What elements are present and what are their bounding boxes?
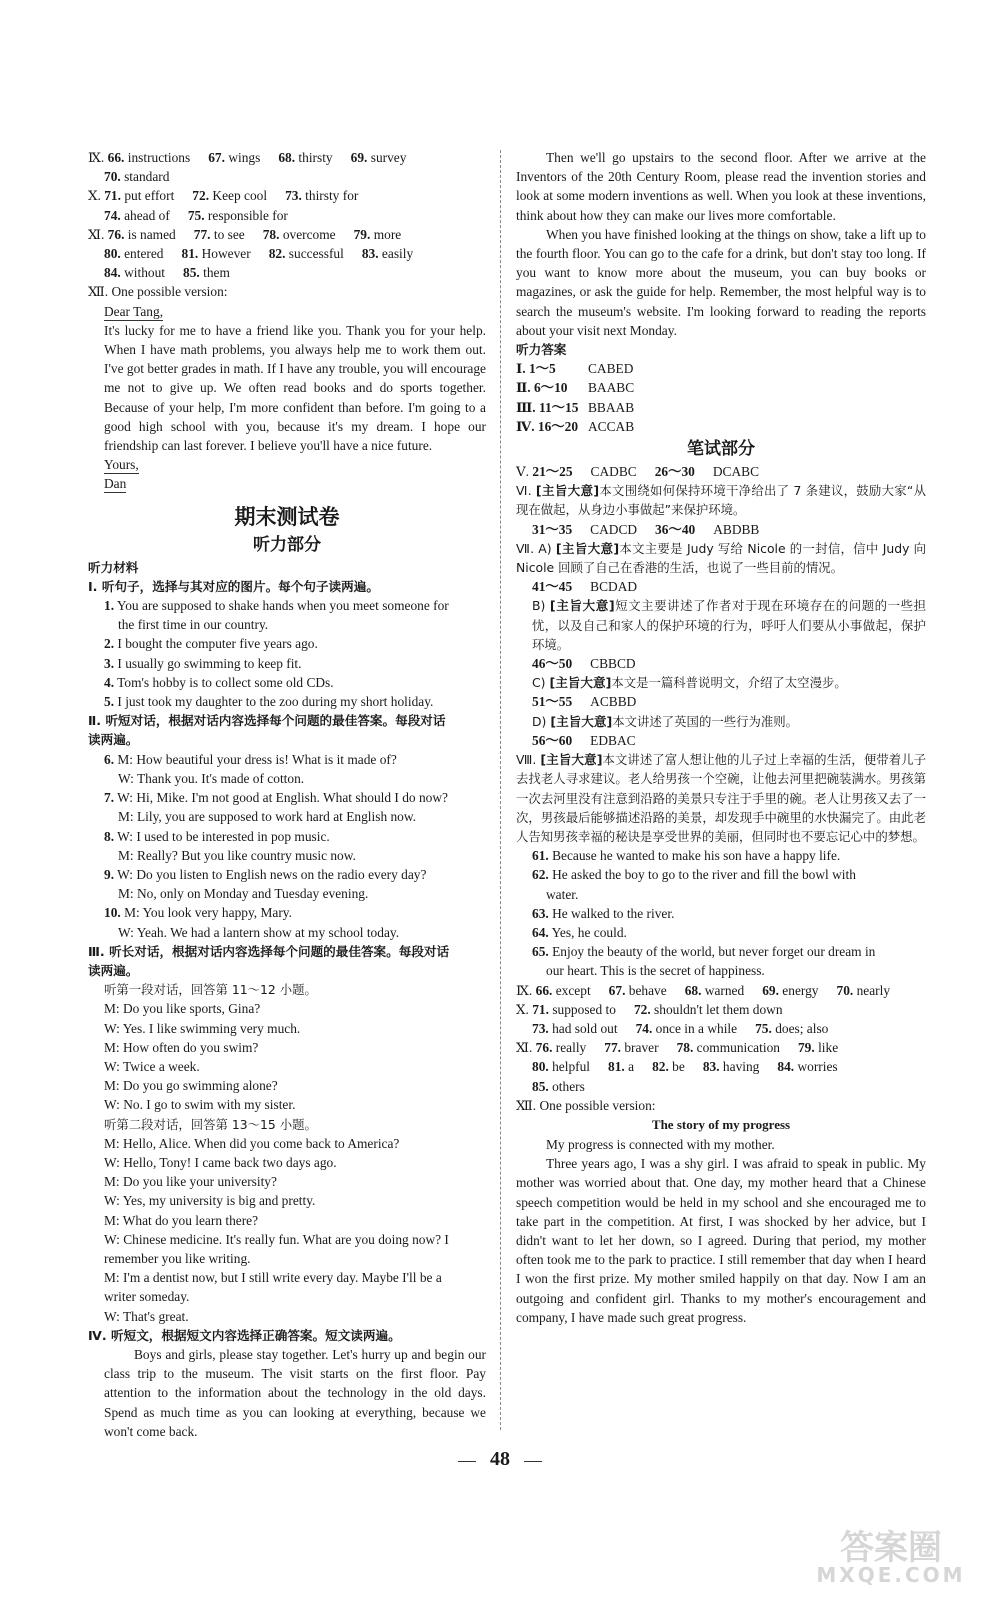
dialogue-line: M: Do you go swimming alone?: [104, 1078, 278, 1094]
viii-item-text: Enjoy the beauty of the world, but never forget our dream in: [548, 944, 876, 960]
q1-item-text: I usually go swimming to keep fit.: [114, 655, 302, 671]
q1-item-number: 5.: [104, 694, 115, 710]
answer-line-v: Ⅴ. 21～25 CADBC 26～30 DCABC: [516, 464, 759, 480]
answer-line-ix-2: 70. standard: [104, 169, 170, 185]
q2-item-text: W: I used to be interested in pop music.: [114, 828, 330, 844]
q2-item-line: [88, 769, 486, 788]
answer-range: Ⅲ. 11～15: [516, 399, 579, 415]
q2-item-text: W: Thank you. It's made of cotton.: [118, 770, 305, 786]
summary-vii-b: B) [主旨大意]短文主要讲述了作者对于现在环境存在的问题的一些担忧，以及自己和家人的保护环境的行为，呼吁人们要从小事做起，保护环境。: [532, 598, 926, 652]
viii-item-text: water.: [546, 886, 579, 902]
viii-item-line: [516, 885, 926, 904]
viii-item-text: Yes, he could.: [548, 924, 627, 940]
answer-line-xi-right-3: 85. others: [532, 1078, 585, 1094]
question-1-heading: Ⅰ. 听句子，选择与其对应的图片。每个句子读两遍。: [88, 578, 379, 594]
q1-item-line: [88, 654, 486, 673]
q2-item-line: [88, 865, 486, 884]
answer-line-xii: Ⅻ. One possible version:: [88, 284, 228, 300]
exam-title: 期末测试卷: [234, 504, 340, 529]
column-divider: [500, 150, 501, 1430]
viii-item-line: [516, 923, 926, 942]
question-2-heading: Ⅱ. 听短对话，根据对话内容选择每个问题的最佳答案。每段对话: [88, 713, 446, 729]
answers-viii: [516, 846, 926, 980]
listening-answer-row: [516, 378, 926, 397]
answer-line-vii-a: 41～45 BCDAD: [532, 579, 638, 595]
dialogue-line: W: That's great.: [104, 1308, 189, 1324]
q2-item-number: 10.: [104, 905, 121, 921]
listening-answer-row: [516, 417, 926, 436]
q2-item-line: [88, 923, 486, 942]
q2-item-text: W: Hi, Mike. I'm not good at English. What should I do now?: [114, 790, 448, 806]
answer-line-vi: 31～35 CADCD 36～40 ABDBB: [532, 521, 760, 537]
question-4-heading: Ⅳ. 听短文，根据短文内容选择正确答案。短文读两遍。: [88, 1327, 401, 1343]
answer-line-vii-b: 46～50 CBBCD: [532, 656, 636, 672]
passage-paragraph-3: When you have finished looking at the things on show, take a lift up to the fourth floor. You can go to the cafe for a drink, but don't stay too long. If you want to know more about the museum, you can buy books or magazines, or ask the guide for help. Remember, the most helpful way is to search the museum's website. I'm looking forward to reading the reports about your visit next Monday.: [516, 226, 926, 338]
q2-item-text: W: Yeah. We had a lantern show at my school today.: [118, 924, 400, 940]
q1-item-text: You are supposed to shake hands when you meet someone for: [114, 598, 449, 614]
dialogue-line: remember you like writing.: [104, 1250, 251, 1266]
answer-letters: CABED: [588, 361, 634, 377]
answer-line-xi-3: 84. without 85. them: [104, 265, 230, 281]
viii-item-line: [516, 865, 926, 884]
dialogue-line: W: Twice a week.: [104, 1058, 200, 1074]
viii-item-number: 62.: [532, 867, 549, 883]
viii-item-line: [516, 961, 926, 980]
dialogue-line: W: Yes, my university is big and pretty.: [104, 1193, 316, 1209]
q1-item-text: I bought the computer five years ago.: [114, 636, 318, 652]
q1-item-line: [88, 634, 486, 653]
answer-line-vii-d: 56～60 EDBAC: [532, 732, 636, 748]
viii-item-line: [516, 942, 926, 961]
q1-item-text: I just took my daughter to the zoo during my short holiday.: [114, 694, 434, 710]
dialogue-line: M: Do you like sports, Gina?: [104, 1001, 261, 1017]
question-4-passage: Boys and girls, please stay together. Let's hurry up and begin our class trip to the museum. The visit starts on the first floor. Pay attention to the information about the technology in the old days. Spend as much time as you can looking at everything, because we won't come back.: [104, 1346, 486, 1439]
summary-vii-a: Ⅶ. A) [主旨大意]本文主要是 Judy 写给 Nicole 的一封信，信中 Judy 向 Nicole 回顾了自己在香港的生活，也说了一些目前的情况。: [516, 540, 927, 576]
answer-line-x-right: Ⅹ. 71. supposed to 72. shouldn't let them down: [516, 1001, 783, 1017]
answer-letters: ACCAB: [588, 418, 635, 434]
viii-item-number: 61.: [532, 848, 549, 864]
essay-paragraph-2: Three years ago, I was a shy girl. I was afraid to speak in public. My mother was worried about that. One day, my mother heard that a Chinese speech competition would be held in my school and she encouraged me to take part in the competition. At first, I was shocked by her advice, but I didn't want to let her down, so I agreed. During that period, my mother often took me to the park to practice. I still remember that day when I heard I won the first prize. My mother smiled happily on that day. Now I am an outgoing and confident girl. Thanks to my mother's encouragement and company, I have made such great progress.: [516, 1156, 926, 1325]
answer-line-ix-right: Ⅸ. 66. except 67. behave 68. warned 69. energy 70. nearly: [516, 982, 891, 998]
letter-closing: Yours,: [104, 457, 139, 473]
passage-paragraph-2: Then we'll go upstairs to the second floor. After we arrive at the Inventors of the 20th Century Room, please read the invention stories and look at some modern inventions as well. When you look at these inventions, think about how they can make our lives more comfortable.: [516, 150, 926, 223]
right-column: [516, 148, 926, 1327]
essay-paragraph-1: My progress is connected with my mother.: [546, 1136, 775, 1152]
q2-item-number: 6.: [104, 751, 115, 767]
q1-item-line: [88, 692, 486, 711]
dialogue-line: writer someday.: [104, 1289, 190, 1305]
dialogue-line: M: What do you learn there?: [104, 1212, 259, 1228]
dialogue-line: M: I'm a dentist now, but I still write every day. Maybe I'll be a: [104, 1270, 442, 1286]
q2-item-line: [88, 827, 486, 846]
dialogue-line: 听第二段对话，回答第 13～15 小题。: [104, 1116, 317, 1132]
dialogue-line: M: Hello, Alice. When did you come back to America?: [104, 1135, 400, 1151]
answer-line-xi-right-2: 80. helpful 81. a 82. be 83. having 84. worries: [532, 1059, 838, 1075]
viii-item-line: [516, 846, 926, 865]
letter-signature: Dan: [104, 476, 127, 492]
q2-item-number: 7.: [104, 790, 115, 806]
watermark-logo: 答案圈 MXQE.COM: [816, 1528, 966, 1587]
q1-item-number: 4.: [104, 674, 115, 690]
essay-title: The story of my progress: [651, 1116, 791, 1132]
q2-item-number: 9.: [104, 866, 115, 882]
written-section-title: 笔试部分: [687, 439, 755, 460]
q2-item-line: [88, 807, 486, 826]
dialogue-line: W: No. I go to swim with my sister.: [104, 1097, 296, 1113]
q2-item-line: [88, 846, 486, 865]
page-number: 48: [462, 1448, 538, 1471]
dialogue-line: W: Yes. I like swimming very much.: [104, 1020, 301, 1036]
q1-item-number: 3.: [104, 655, 115, 671]
answer-line-xi: Ⅺ. 76. is named 77. to see 78. overcome 79. more: [88, 226, 402, 242]
answer-line-x-2: 74. ahead of 75. responsible for: [104, 207, 288, 223]
question-2-heading-cont: 读两遍。: [88, 732, 139, 748]
dialogue-line: W: Hello, Tony! I came back two days ago.: [104, 1154, 337, 1170]
dialogue-line: W: Chinese medicine. It's really fun. What are you doing now? I: [104, 1231, 449, 1247]
summary-vi: Ⅵ. [主旨大意]本文围绕如何保持环境干净给出了 7 条建议，鼓励大家“从现在做起，从身边小事做起”来保护环境。: [516, 483, 926, 518]
answer-letters: BBAAB: [588, 399, 635, 415]
q2-item-text: M: How beautiful your dress is! What is it made of?: [114, 751, 397, 767]
viii-item-text: He asked the boy to go to the river and fill the bowl with: [548, 867, 856, 883]
answer-range: Ⅳ. 16～20: [516, 418, 579, 434]
q2-item-line: [88, 903, 486, 922]
answer-line-ix: Ⅸ. 66. instructions 67. wings 68. thirsty 69. survey: [88, 150, 407, 165]
question-3-heading-cont: 读两遍。: [88, 962, 139, 978]
dialogue-line: 听第一段对话，回答第 11～12 小题。: [104, 982, 317, 998]
dialogue-line: M: Do you like your university?: [104, 1174, 277, 1190]
q2-item-line: [88, 884, 486, 903]
q2-item-line: [88, 788, 486, 807]
q2-item-line: [88, 750, 486, 769]
question-2-items: [88, 750, 486, 942]
listening-answers-label: 听力答案: [516, 342, 567, 358]
listening-answer-row: [516, 359, 926, 378]
answer-line-xi-right: Ⅺ. 76. really 77. braver 78. communication 79. like: [516, 1040, 839, 1056]
question-1-items: [88, 596, 486, 711]
q1-item-line: [88, 596, 486, 615]
answer-line-x-right-2: 73. had sold out 74. once in a while 75. does; also: [532, 1020, 829, 1036]
viii-item-text: He walked to the river.: [548, 905, 675, 921]
q1-item-text: Tom's hobby is to collect some old CDs.: [114, 674, 334, 690]
dialogue-line: M: How often do you swim?: [104, 1039, 259, 1055]
answer-line-x: Ⅹ. 71. put effort 72. Keep cool 73. thirsty for: [88, 188, 359, 204]
q2-item-text: M: Lily, you are supposed to work hard at English now.: [118, 809, 417, 825]
q2-item-text: W: Do you listen to English news on the radio every day?: [114, 866, 427, 882]
answer-line-xi-2: 80. entered 81. However 82. successful 83. easily: [104, 246, 414, 262]
viii-item-text: Because he wanted to make his son have a happy life.: [548, 848, 841, 864]
listening-answers: [516, 359, 926, 436]
answer-line-vii-c: 51～55 ACBBD: [532, 694, 637, 710]
viii-item-line: [516, 904, 926, 923]
viii-item-number: 65.: [532, 944, 549, 960]
q2-item-text: M: You look very happy, Mary.: [120, 905, 292, 921]
left-column: [88, 148, 486, 1441]
answer-range: Ⅰ. 1～5: [516, 361, 556, 377]
question-3-dialogue: [88, 980, 486, 1326]
letter-body: It's lucky for me to have a friend like you. Thank you for your help. When I have math problems, you always help me to work them out. I've got better grades in math. If I have any trouble, you will encourage me not to give up. We often read books and do sports together. Because of your help, I'm more confident than before. I'm going to a good high school with you, because it's my dream. I hope our friendship can last forever. I believe you'll have a nice future.: [104, 322, 486, 454]
summary-vii-c: C) [主旨大意]本文是一篇科普说明文，介绍了太空漫步。: [532, 675, 847, 691]
q1-item-text: the first time in our country.: [118, 617, 269, 633]
listening-material-label: 听力材料: [88, 559, 139, 575]
listening-answer-row: [516, 398, 926, 417]
letter-salutation: Dear Tang,: [104, 303, 164, 319]
answer-range: Ⅱ. 6～10: [516, 380, 568, 396]
q2-item-number: 8.: [104, 828, 115, 844]
viii-item-text: our heart. This is the secret of happiness.: [546, 963, 765, 979]
q2-item-text: M: Really? But you like country music now.: [118, 847, 356, 863]
question-3-heading: Ⅲ. 听长对话，根据对话内容选择每个问题的最佳答案。每段对话: [88, 943, 450, 959]
answer-letters: BAABC: [588, 380, 635, 396]
viii-item-number: 63.: [532, 905, 549, 921]
summary-viii: Ⅷ. [主旨大意]本文讲述了富人想让他的儿子过上幸福的生活，便带着儿子去找老人寻求建议。老人给男孩一个空碗，让他去河里把碗装满水。男孩第一次去河里没有注意到沿路的美景只专注于手里的碗。老人让男孩又去了一次，男孩最后能够描述沿路的美景，却发现手中碗里的水快漏完了。由此老人告知男孩幸福的秘诀是享受世界的美丽，但同时也不要忘记心中的梦想。: [516, 752, 927, 844]
q1-item-number: 1.: [104, 598, 115, 614]
q1-item-line: [88, 673, 486, 692]
q1-item-number: 2.: [104, 636, 115, 652]
q1-item-line: [88, 615, 486, 634]
viii-item-number: 64.: [532, 924, 549, 940]
answer-line-xii-right: Ⅻ. One possible version:: [516, 1097, 656, 1113]
summary-vii-d: D) [主旨大意]本文讲述了英国的一些行为准则。: [532, 713, 799, 729]
listening-section-title: 听力部分: [253, 534, 321, 555]
q2-item-text: M: No, only on Monday and Tuesday evening.: [118, 886, 369, 902]
